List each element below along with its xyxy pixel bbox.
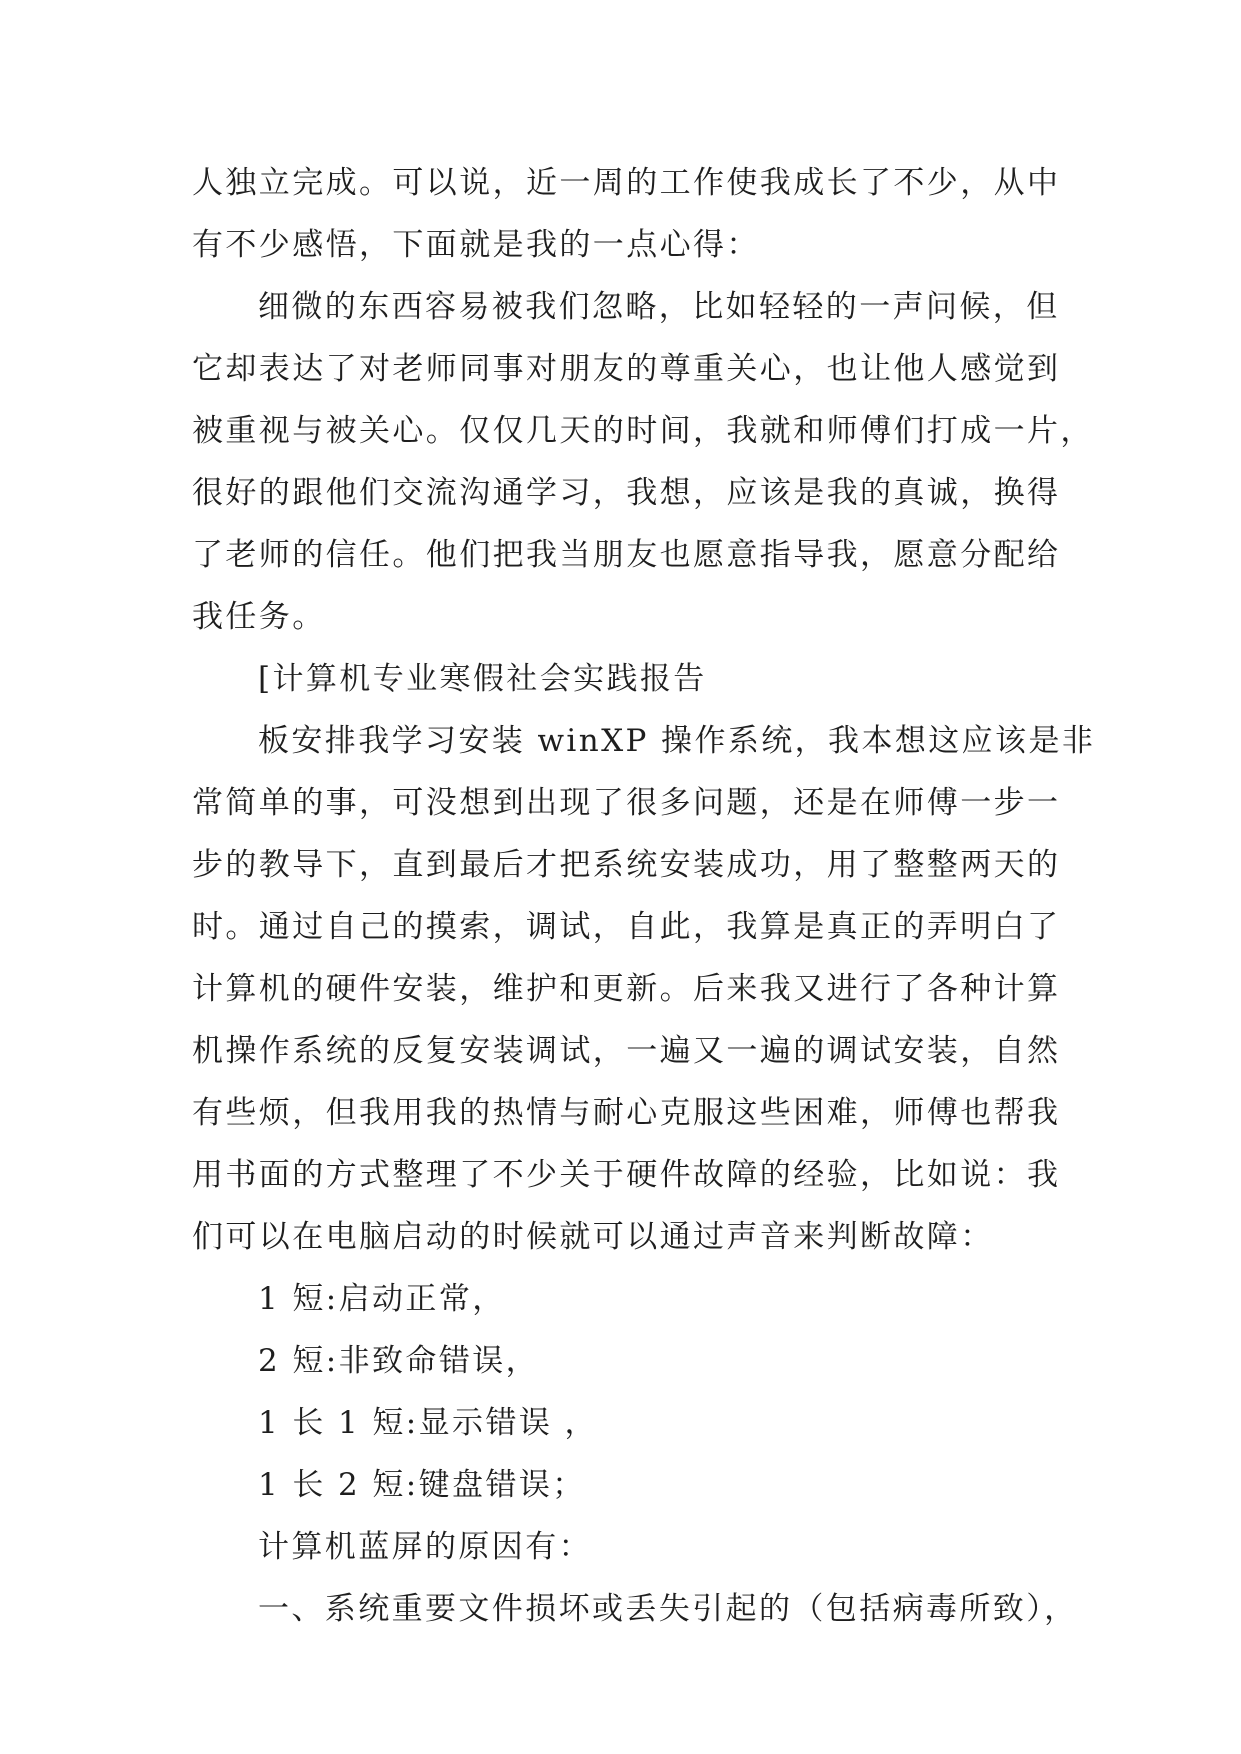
- text-line: 2 短:非致命错误，: [258, 1343, 540, 1379]
- text-line: 机操作系统的反复安装调试，一遍又一遍的调试安装，自然: [192, 1033, 1061, 1069]
- text-line: 被重视与被关心。仅仅几天的时间，我就和师傅们打成一片，: [192, 413, 1094, 449]
- text-line: 细微的东西容易被我们忽略，比如轻轻的一声问候，但: [258, 289, 1060, 325]
- text-line: 1 长 1 短:显示错误 ，: [258, 1405, 598, 1441]
- text-line: 很好的跟他们交流沟通学习，我想，应该是我的真诚，换得: [192, 475, 1061, 511]
- text-line: 我任务。: [192, 599, 326, 635]
- text-line: 板安排我学习安装 winXP 操作系统，我本想这应该是非: [258, 723, 1096, 759]
- text-line: 它却表达了对老师同事对朋友的尊重关心，也让他人感觉到: [192, 351, 1061, 387]
- text-line: 时。通过自己的摸索，调试，自此，我算是真正的弄明白了: [192, 909, 1061, 945]
- text-line: 计算机蓝屏的原因有：: [258, 1529, 592, 1565]
- text-line: 一、系统重要文件损坏或丢失引起的（包括病毒所致），: [258, 1591, 1078, 1627]
- text-line: 有不少感悟，下面就是我的一点心得：: [192, 227, 760, 263]
- text-line: 有些烦，但我用我的热情与耐心克服这些困难，师傅也帮我: [192, 1095, 1061, 1131]
- text-line: [计算机专业寒假社会实践报告: [258, 661, 707, 697]
- text-line: 了老师的信任。他们把我当朋友也愿意指导我，愿意分配给: [192, 537, 1061, 573]
- text-line: 用书面的方式整理了不少关于硬件故障的经验，比如说：我: [192, 1157, 1061, 1193]
- text-line: 1 短:启动正常，: [258, 1281, 506, 1317]
- text-line: 人独立完成。可以说，近一周的工作使我成长了不少，从中: [192, 165, 1061, 201]
- text-line: 们可以在电脑启动的时候就可以通过声音来判断故障：: [192, 1219, 994, 1255]
- text-line: 计算机的硬件安装，维护和更新。后来我又进行了各种计算: [192, 971, 1061, 1007]
- document-body: [192, 152, 1096, 1640]
- text-line: 1 长 2 短:键盘错误；: [258, 1467, 586, 1503]
- text-line: 常简单的事，可没想到出现了很多问题，还是在师傅一步一: [192, 785, 1061, 821]
- text-line: 步的教导下，直到最后才把系统安装成功，用了整整两天的: [192, 847, 1061, 883]
